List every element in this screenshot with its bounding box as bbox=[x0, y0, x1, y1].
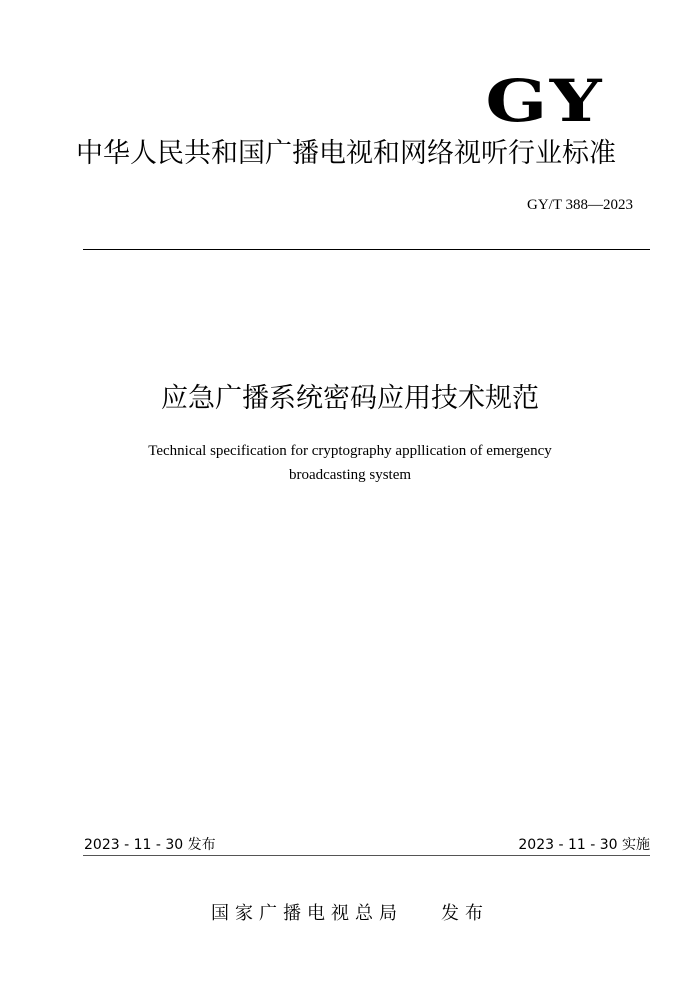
issuer-name: 国家广播电视总局 bbox=[211, 903, 403, 924]
gy-logo: GY bbox=[485, 67, 604, 135]
bottom-divider bbox=[83, 855, 650, 856]
document-title-english bbox=[100, 439, 600, 487]
issue-date: 2023 - 11 - 30 发布 bbox=[84, 837, 216, 853]
implementation-date: 2023 - 11 - 30 实施 bbox=[518, 837, 650, 853]
standard-number: GY/T 388—2023 bbox=[527, 197, 633, 213]
issuer-line bbox=[0, 900, 700, 928]
top-divider bbox=[83, 249, 650, 250]
document-title-chinese: 应急广播系统密码应用技术规范 bbox=[161, 383, 539, 414]
issuer-action: 发布 bbox=[441, 903, 489, 924]
english-title-line-2: broadcasting system bbox=[288, 467, 412, 483]
industry-standard-title: 中华人民共和国广播电视和网络视听行业标准 bbox=[76, 138, 616, 169]
english-title-line-1: Technical specification for cryptography appllication of emergency bbox=[148, 443, 552, 459]
